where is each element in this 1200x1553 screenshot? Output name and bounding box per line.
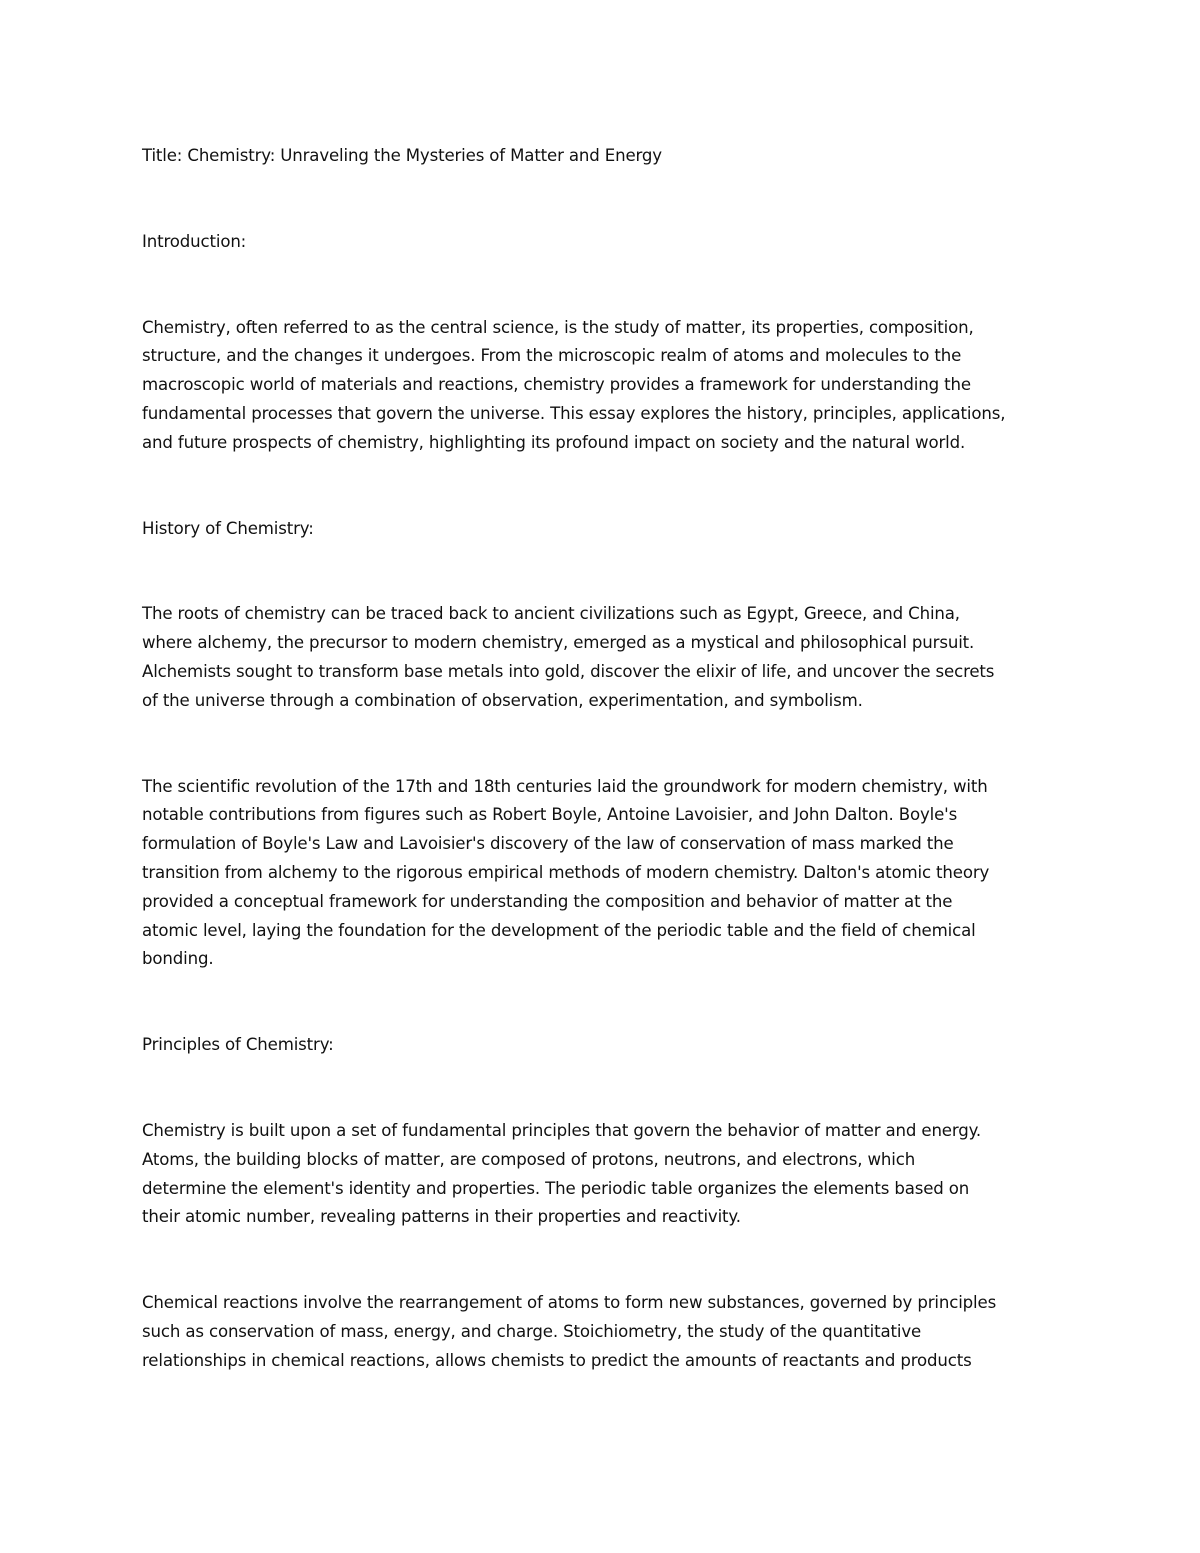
- paragraph-line: structure, and the changes it undergoes. From the microscopic realm of atoms and molecules to the: [142, 346, 962, 366]
- section-heading-principles: Principles of Chemistry:: [142, 1035, 334, 1055]
- paragraph: [142, 773, 1062, 975]
- paragraph-line: provided a conceptual framework for understanding the composition and behavior of matter at the: [142, 891, 953, 911]
- paragraph-line: of the universe through a combination of observation, experimentation, and symbolism.: [142, 690, 863, 710]
- paragraph-line: Atoms, the building blocks of matter, are composed of protons, neutrons, and electrons, which: [142, 1149, 916, 1169]
- paragraph-line: The roots of chemistry can be traced back to ancient civilizations such as Egypt, Greece, and China,: [142, 604, 960, 624]
- section-heading-history: History of Chemistry:: [142, 518, 314, 538]
- paragraph-line: their atomic number, revealing patterns in their properties and reactivity.: [142, 1207, 741, 1227]
- paragraph: [142, 314, 1062, 458]
- paragraph-line: notable contributions from figures such as Robert Boyle, Antoine Lavoisier, and John Dalton. Boyle's: [142, 805, 958, 825]
- paragraph-line: Alchemists sought to transform base metals into gold, discover the elixir of life, and uncover the secrets: [142, 661, 995, 681]
- paragraph-line: bonding.: [142, 949, 214, 969]
- paragraph-line: such as conservation of mass, energy, and charge. Stoichiometry, the study of the quantitative: [142, 1321, 922, 1341]
- paragraph-line: The scientific revolution of the 17th and 18th centuries laid the groundwork for modern chemistry, with: [142, 776, 988, 796]
- paragraph-line: where alchemy, the precursor to modern chemistry, emerged as a mystical and philosophical pursuit.: [142, 633, 975, 653]
- paragraph-line: formulation of Boyle's Law and Lavoisier's discovery of the law of conservation of mass marked the: [142, 834, 954, 854]
- paragraph-line: Chemistry, often referred to as the central science, is the study of matter, its properties, composition,: [142, 317, 974, 337]
- paragraph-line: macroscopic world of materials and reactions, chemistry provides a framework for understanding the: [142, 375, 971, 395]
- paragraph-line: Chemistry is built upon a set of fundamental principles that govern the behavior of matter and energy.: [142, 1120, 982, 1140]
- paragraph-line: transition from alchemy to the rigorous empirical methods of modern chemistry. Dalton's atomic theory: [142, 862, 990, 882]
- paragraph-line: fundamental processes that govern the universe. This essay explores the history, principles, applications,: [142, 403, 1006, 423]
- paragraph-line: and future prospects of chemistry, highlighting its profound impact on society and the natural world.: [142, 432, 966, 452]
- paragraph-line: relationships in chemical reactions, allows chemists to predict the amounts of reactants and products: [142, 1350, 972, 1370]
- section-heading-introduction: Introduction:: [142, 231, 247, 251]
- paragraph-line: Chemical reactions involve the rearrangement of atoms to form new substances, governed by principles: [142, 1293, 997, 1313]
- paragraph-line: atomic level, laying the foundation for the development of the periodic table and the field of chemical: [142, 920, 976, 940]
- document-body: [142, 142, 1062, 1376]
- paragraph: [142, 1117, 1062, 1232]
- paragraph: [142, 600, 1062, 715]
- paragraph-line: determine the element's identity and properties. The periodic table organizes the elements based on: [142, 1178, 970, 1198]
- paragraph: [142, 1289, 1062, 1375]
- document-title: Title: Chemistry: Unraveling the Mysteries of Matter and Energy: [142, 146, 662, 165]
